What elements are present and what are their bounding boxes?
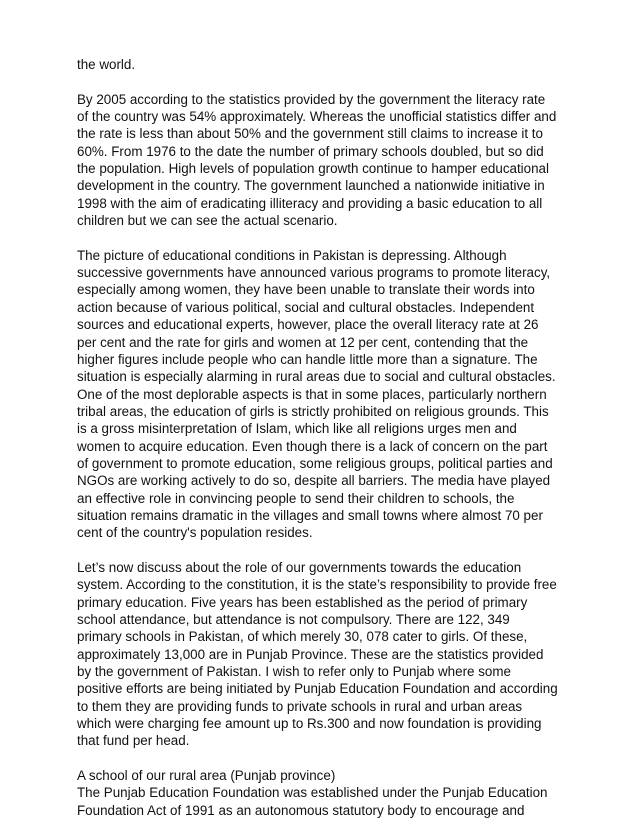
paragraph-gap bbox=[77, 750, 577, 767]
text-line: One of the most deplorable aspects is that in some places, particularly northern bbox=[77, 386, 547, 402]
text-line: per cent and the rate for girls and women at 12 per cent, contending that the bbox=[77, 334, 529, 350]
text-line: of government to promote education, some religious groups, political parties and bbox=[77, 455, 553, 471]
text-line: that fund per head. bbox=[77, 733, 190, 749]
text-line: The picture of educational conditions in Pakistan is depressing. Although bbox=[77, 247, 507, 263]
paragraph-gap bbox=[77, 229, 577, 246]
text-line: development in the country. The government launched a nationwide initiative in bbox=[77, 178, 545, 194]
paragraph-literacy-statistics bbox=[77, 91, 577, 230]
text-line: 60%. From 1976 to the date the number of primary schools doubled, but so did bbox=[77, 143, 544, 159]
text-line: women to acquire education. Even though there is a lack of concern on the part bbox=[77, 438, 548, 454]
text-line: higher figures include people who can handle little more than a signature. The bbox=[77, 351, 538, 367]
text-line: action because of various political, social and cultural obstacles. Independent bbox=[77, 299, 535, 315]
paragraph-government-role bbox=[77, 559, 577, 750]
document-page bbox=[77, 56, 577, 819]
text-line: system. According to the constitution, it is the state’s responsibility to provide free bbox=[77, 577, 557, 593]
text-line: by the government of Pakistan. I wish to refer only to Punjab where some bbox=[77, 664, 511, 680]
paragraph-intro-fragment bbox=[77, 56, 577, 73]
text-line: to them they are providing funds to private schools in rural and urban areas bbox=[77, 698, 523, 714]
text-line: situation is especially alarming in rural areas due to social and cultural obstacles. bbox=[77, 369, 556, 385]
text-line: is a gross misinterpretation of Islam, which like all religions urges men and bbox=[77, 421, 517, 437]
text-line: which were charging fee amount up to Rs.300 and now foundation is providing bbox=[77, 716, 542, 732]
text-line: especially among women, they have been unable to translate their words into bbox=[77, 282, 535, 298]
paragraph-punjab-education-foundation bbox=[77, 767, 577, 819]
text-line: primary education. Five years has been established as the period of primary bbox=[77, 594, 528, 610]
text-line: cent of the country's population resides. bbox=[77, 525, 313, 541]
text-line: By 2005 according to the statistics provided by the government the literacy rate bbox=[77, 91, 546, 107]
paragraph-educational-conditions bbox=[77, 247, 577, 542]
text-line: tribal areas, the education of girls is strictly prohibited on religious grounds. This bbox=[77, 403, 549, 419]
text-line: the world. bbox=[77, 57, 136, 72]
text-line: children but we can see the actual scenario. bbox=[77, 213, 338, 229]
text-line: The Punjab Education Foundation was established under the Punjab Education bbox=[77, 785, 548, 801]
text-line: situation remains dramatic in the villages and small towns where almost 70 per bbox=[77, 507, 543, 523]
text-line: of the country was 54% approximately. Whereas the unofficial statistics differ and bbox=[77, 109, 557, 125]
text-line: primary schools in Pakistan, of which merely 30, 078 cater to girls. Of these, bbox=[77, 629, 528, 645]
text-line: the rate is less than about 50% and the government still claims to increase it to bbox=[77, 126, 543, 142]
text-line: approximately 13,000 are in Punjab Province. These are the statistics provided bbox=[77, 646, 544, 662]
text-line: 1998 with the aim of eradicating illiteracy and providing a basic education to all bbox=[77, 195, 543, 211]
text-line: positive efforts are being initiated by Punjab Education Foundation and according bbox=[77, 681, 558, 697]
text-line: an effective role in convincing people to send their children to schools, the bbox=[77, 490, 515, 506]
text-line: Foundation Act of 1991 as an autonomous statutory body to encourage and bbox=[77, 802, 525, 818]
text-line: NGOs are working actively to do so, despite all barriers. The media have played bbox=[77, 473, 551, 489]
text-line: the population. High levels of population growth continue to hamper educational bbox=[77, 161, 549, 177]
text-line: A school of our rural area (Punjab province) bbox=[77, 768, 336, 784]
text-line: school attendance, but attendance is not compulsory. There are 122, 349 bbox=[77, 612, 510, 627]
text-line: sources and educational experts, however, place the overall literacy rate at 26 bbox=[77, 317, 539, 333]
paragraph-gap bbox=[77, 542, 577, 559]
text-line: Let’s now discuss about the role of our governments towards the education bbox=[77, 559, 522, 575]
text-line: successive governments have announced various programs to promote literacy, bbox=[77, 265, 551, 281]
paragraph-gap bbox=[77, 73, 577, 90]
